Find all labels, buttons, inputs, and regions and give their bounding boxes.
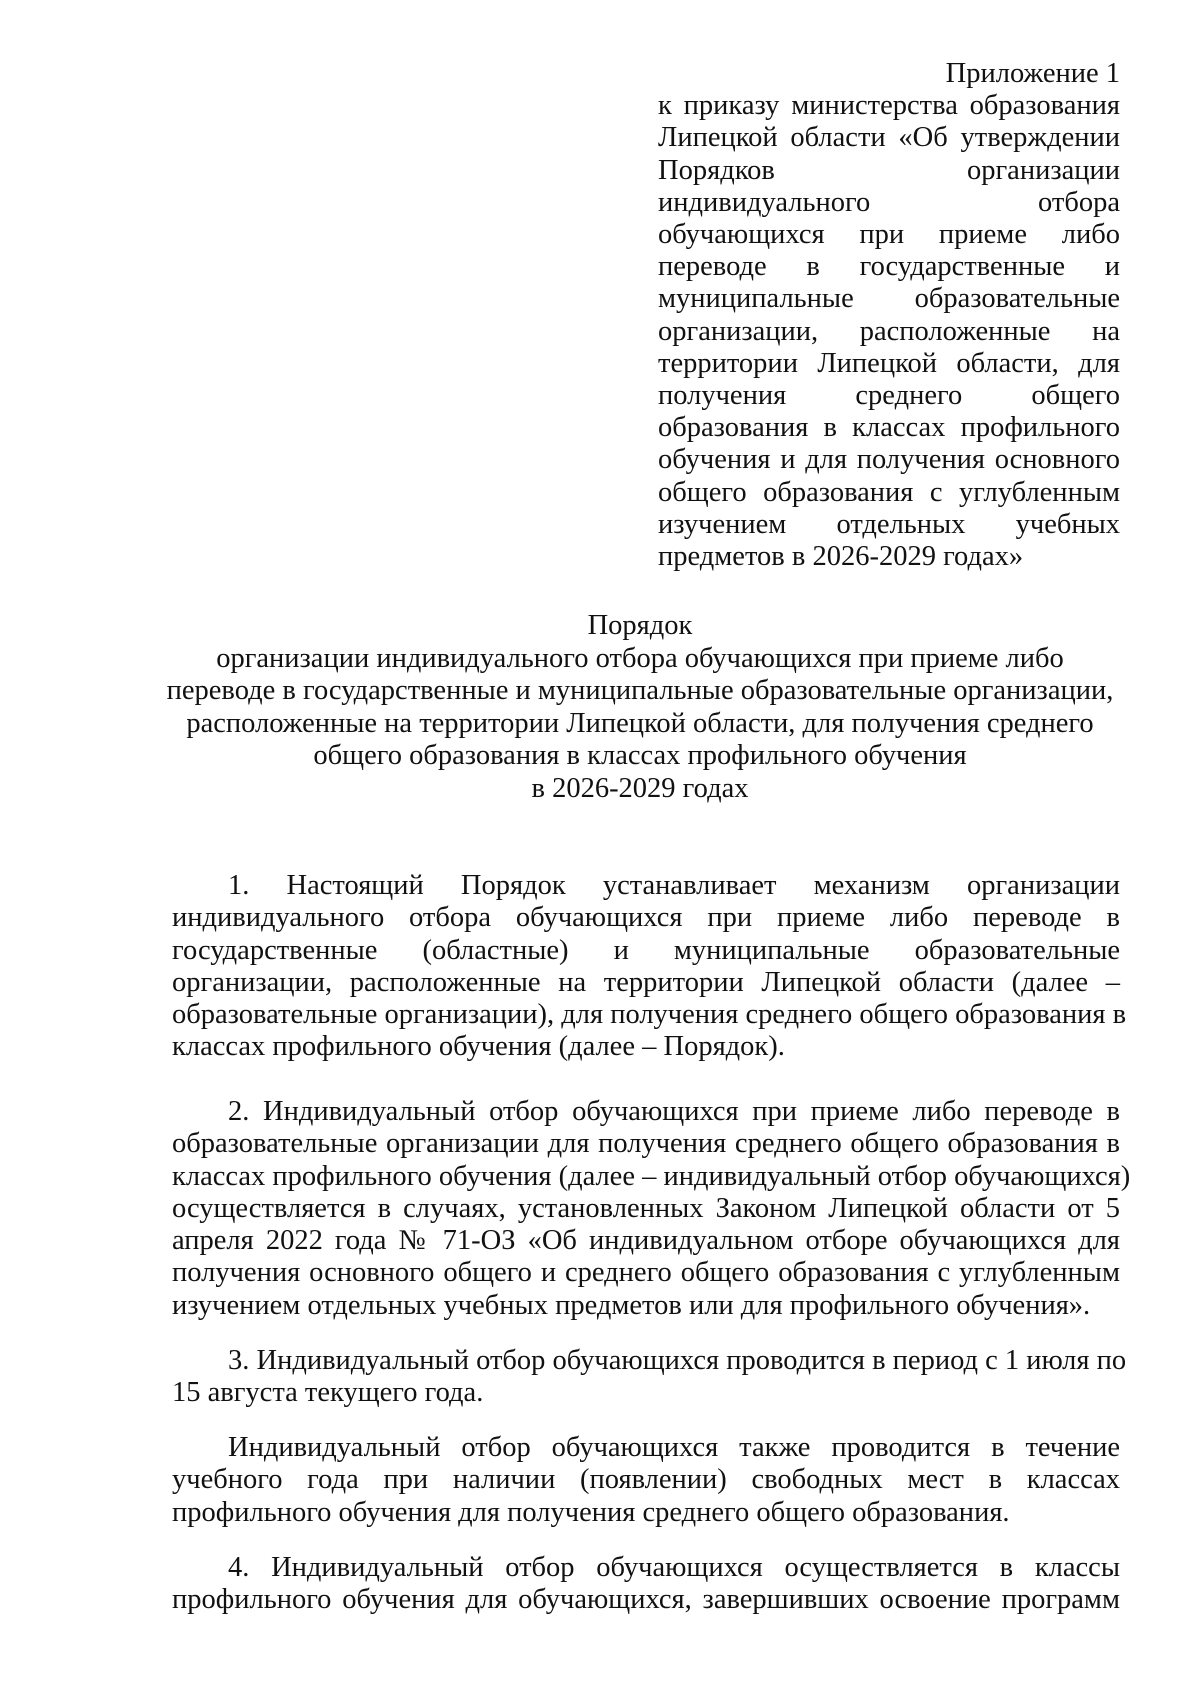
title-line: в 2026-2029 годах (531, 772, 749, 804)
appendix-line: обучающихся при приеме либо (658, 219, 1120, 251)
paragraph-line: апреля 2022 года № 71-ОЗ «Об индивидуальном отборе обучающихся для (172, 1225, 1120, 1257)
title-heading: Порядок (587, 610, 693, 641)
paragraph-line: 3. Индивидуальный отбор обучающихся проводится в период с 1 июля по (228, 1345, 1127, 1376)
appendix-line: Липецкой области «Об утверждении (658, 122, 1120, 154)
document-title (160, 610, 1120, 805)
paragraph-line: 15 августа текущего года. (172, 1377, 484, 1409)
paragraph-3-continuation (172, 1432, 1120, 1529)
paragraph-line: индивидуального отбора обучающихся при приеме либо переводе в (172, 902, 1120, 934)
appendix-line: получения среднего общего (658, 380, 1120, 412)
appendix-line: обучения и для получения основного (658, 444, 1120, 476)
paragraph-line: профильного обучения для получения среднего общего образования. (172, 1496, 1010, 1528)
paragraph-line: образовательные организации для получения среднего общего образования в (172, 1128, 1120, 1160)
paragraph-line: осуществляется в случаях, установленных Законом Липецкой области от 5 (172, 1192, 1120, 1224)
paragraph-line: профильного обучения для обучающихся, завершивших освоение программ (172, 1584, 1120, 1616)
appendix-line: территории Липецкой области, для (658, 347, 1120, 379)
paragraph-line: получения основного общего и среднего общего образования с углубленным (172, 1257, 1120, 1289)
paragraph-line: 4. Индивидуальный отбор обучающихся осуществляется в классы (228, 1552, 1120, 1583)
appendix-number: Приложение 1 (945, 58, 1120, 89)
paragraph-line: учебного года при наличии (появлении) свободных мест в классах (172, 1464, 1120, 1496)
appendix-line: предметов в 2026-2029 годах» (658, 541, 1024, 573)
appendix-line: муниципальные образовательные (658, 283, 1120, 315)
title-line: общего образования в классах профильного обучения (313, 740, 967, 771)
paragraph-line: изучением отдельных учебных предметов или для профильного обучения». (172, 1289, 1091, 1321)
paragraph-line: 2. Индивидуальный отбор обучающихся при приеме либо переводе в (228, 1096, 1120, 1127)
appendix-line: изучением отдельных учебных (658, 508, 1120, 540)
title-line: расположенные на территории Липецкой области, для получения среднего (186, 707, 1094, 739)
appendix-header (658, 58, 1120, 573)
appendix-line: общего образования с углубленным (658, 476, 1120, 508)
paragraph-line: организации, расположенные на территории Липецкой области (далее – (172, 966, 1120, 998)
paragraph-line: классах профильного обучения (далее – Порядок). (172, 1031, 785, 1063)
paragraph-line: 1. Настоящий Порядок устанавливает механизм организации (228, 870, 1120, 901)
paragraph-4 (172, 1552, 1120, 1617)
paragraph-line: Индивидуальный отбор обучающихся также проводится в течение (228, 1432, 1120, 1463)
paragraph-2 (172, 1096, 1131, 1322)
appendix-line: образования в классах профильного (658, 412, 1120, 444)
appendix-line: к приказу министерства образования (658, 90, 1120, 122)
appendix-line: организации, расположенные на (658, 315, 1120, 347)
paragraph-3 (172, 1345, 1127, 1410)
paragraph-line: государственные (областные) и муниципальные образовательные (172, 934, 1120, 966)
appendix-line: индивидуального отбора (658, 186, 1120, 218)
title-line: организации индивидуального отбора обучающихся при приеме либо (216, 642, 1064, 674)
appendix-line: переводе в государственные и (658, 251, 1120, 283)
paragraph-line: образовательные организации), для получения среднего общего образования в (172, 999, 1127, 1031)
title-line: переводе в государственные и муниципальные образовательные организации, (166, 675, 1114, 706)
appendix-line: Порядков организации (658, 154, 1120, 186)
paragraph-1 (172, 870, 1127, 1064)
paragraph-line: классах профильного обучения (далее – индивидуальный отбор обучающихся) (172, 1160, 1131, 1192)
